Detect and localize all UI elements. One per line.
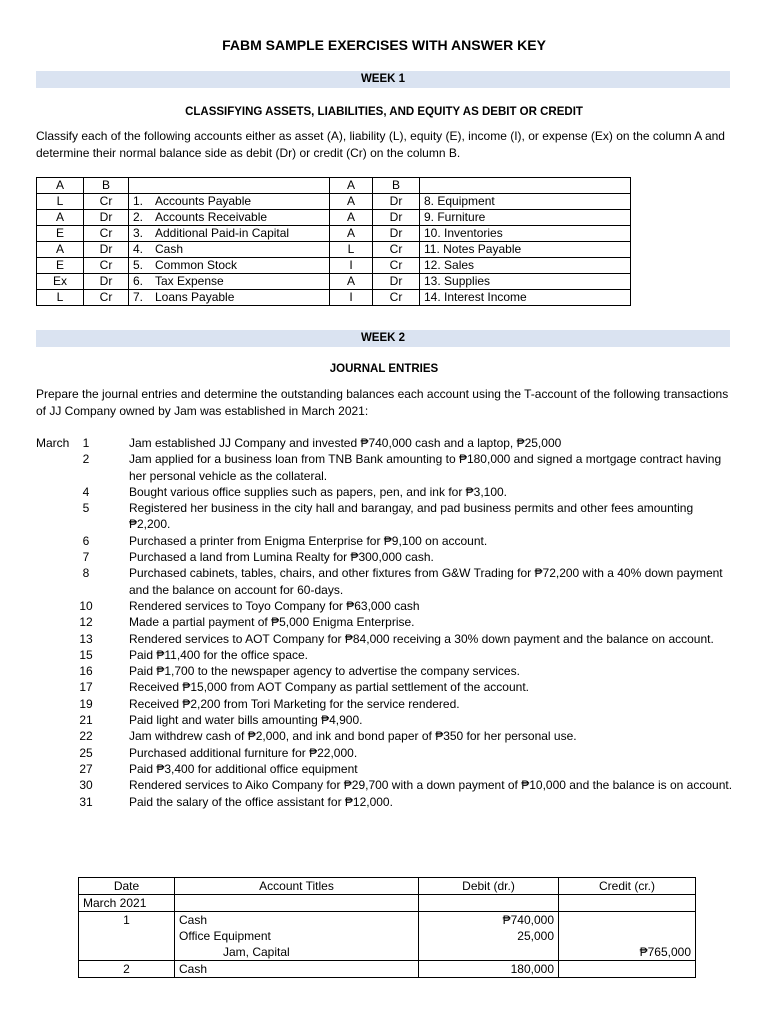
transaction-day: 15 bbox=[79, 647, 93, 662]
header-a: A bbox=[330, 178, 373, 194]
journal-credit bbox=[559, 928, 696, 944]
col-b-value: Dr bbox=[373, 194, 420, 210]
account-number: 6. bbox=[133, 274, 144, 288]
col-a-value: A bbox=[330, 274, 373, 290]
journal-day: 1 bbox=[79, 912, 175, 929]
account-cell bbox=[129, 242, 330, 258]
col-a-value: I bbox=[330, 290, 373, 306]
classification-row bbox=[37, 274, 631, 290]
transaction-day: 16 bbox=[79, 664, 93, 679]
transaction-text: Purchased cabinets, tables, chairs, and other fixtures from G&W Trading for ₱72,200 with a 40% down payment and the balance on account for 60-days. bbox=[129, 566, 723, 597]
col-b-value: Dr bbox=[84, 274, 129, 290]
journal-account-title: Cash bbox=[175, 961, 419, 978]
journal-header-debit: Debit (dr.) bbox=[419, 878, 559, 895]
account-cell bbox=[129, 274, 330, 290]
header-b: B bbox=[84, 178, 129, 194]
transaction-item bbox=[36, 696, 736, 712]
account-name: Accounts Receivable bbox=[155, 210, 268, 224]
col-a-value: A bbox=[330, 194, 373, 210]
col-b-value: Cr bbox=[84, 290, 129, 306]
transaction-text: Rendered services to Aiko Company for ₱29,700 with a down payment of ₱10,000 and the balance is on account. bbox=[129, 778, 733, 793]
col-b-value: Cr bbox=[84, 194, 129, 210]
journal-header-credit: Credit (cr.) bbox=[559, 878, 696, 895]
transaction-item bbox=[36, 663, 736, 679]
col-b-value: Dr bbox=[373, 210, 420, 226]
transaction-text: Rendered services to Toyo Company for ₱63,000 cash bbox=[129, 598, 420, 613]
classification-table bbox=[36, 177, 631, 306]
transaction-text: Registered her business in the city hall and barangay, and pad business permits and other fees amounting ₱2,200. bbox=[129, 501, 694, 532]
col-b-value: Dr bbox=[84, 210, 129, 226]
col-b-value: Cr bbox=[373, 290, 420, 306]
account-name: 11. Notes Payable bbox=[420, 242, 631, 258]
col-a-value: Ex bbox=[37, 274, 84, 290]
transaction-item bbox=[36, 500, 736, 533]
journal-account-title: Office Equipment bbox=[175, 928, 419, 944]
transaction-text: Purchased a land from Lumina Realty for ₱300,000 cash. bbox=[129, 550, 434, 565]
transaction-text: Jam applied for a business loan from TNB Bank amounting to ₱180,000 and signed a mortgage contract having her personal vehicle as the collateral. bbox=[129, 452, 722, 483]
transaction-item bbox=[36, 614, 736, 630]
transaction-day: 4 bbox=[82, 484, 90, 499]
header-b: B bbox=[373, 178, 420, 194]
classification-row bbox=[37, 226, 631, 242]
col-b-value: Cr bbox=[373, 258, 420, 274]
transaction-day: 19 bbox=[79, 696, 93, 711]
transaction-text: Bought various office supplies such as papers, pen, and ink for ₱3,100. bbox=[129, 484, 508, 499]
transaction-item bbox=[36, 533, 736, 549]
col-b-value: Cr bbox=[373, 242, 420, 258]
account-name: 9. Furniture bbox=[420, 210, 631, 226]
transaction-day: 21 bbox=[79, 713, 93, 728]
journal-line bbox=[79, 912, 696, 929]
transaction-text: Paid ₱3,400 for additional office equipment bbox=[129, 761, 358, 776]
transaction-day: 31 bbox=[79, 794, 93, 809]
classification-row bbox=[37, 194, 631, 210]
classification-row bbox=[37, 242, 631, 258]
transaction-text: Received ₱15,000 from AOT Company as partial settlement of the account. bbox=[129, 680, 529, 695]
account-number: 3. bbox=[133, 226, 144, 240]
transaction-text: Paid ₱11,400 for the office space. bbox=[129, 647, 309, 662]
journal-day bbox=[79, 928, 175, 944]
transaction-day: 1 bbox=[82, 436, 90, 450]
transaction-list bbox=[36, 435, 736, 810]
transaction-item bbox=[36, 728, 736, 744]
header-account bbox=[129, 178, 330, 194]
account-name: Accounts Payable bbox=[155, 194, 252, 208]
col-a-value: I bbox=[330, 258, 373, 274]
account-name: Cash bbox=[155, 242, 184, 256]
account-number: 4. bbox=[133, 242, 144, 256]
journal-header-row bbox=[79, 878, 696, 895]
col-b-value: Dr bbox=[84, 242, 129, 258]
journal-debit: 180,000 bbox=[419, 961, 559, 978]
transaction-text: Jam withdrew cash of ₱2,000, and ink and bond paper of ₱350 for her personal use. bbox=[129, 729, 577, 744]
account-name: 10. Inventories bbox=[420, 226, 631, 242]
transaction-month: March bbox=[36, 436, 70, 450]
account-name: Additional Paid-in Capital bbox=[155, 226, 290, 240]
transaction-text: Paid the salary of the office assistant for ₱12,000. bbox=[129, 794, 393, 809]
journal-line bbox=[79, 944, 696, 961]
journal-account-title: Cash bbox=[175, 912, 419, 929]
journal-credit bbox=[559, 961, 696, 978]
journal-line bbox=[79, 961, 696, 978]
col-a-value: A bbox=[330, 210, 373, 226]
journal-day bbox=[79, 944, 175, 961]
account-cell bbox=[129, 194, 330, 210]
transaction-text: Received ₱2,200 from Tori Marketing for the service rendered. bbox=[129, 696, 460, 711]
account-name: Tax Expense bbox=[155, 274, 224, 288]
journal-debit: 25,000 bbox=[419, 928, 559, 944]
account-number: 2. bbox=[133, 210, 144, 224]
transaction-day: 12 bbox=[79, 615, 93, 630]
page-title: FABM SAMPLE EXERCISES WITH ANSWER KEY bbox=[222, 37, 546, 53]
transaction-text: Paid ₱1,700 to the newspaper agency to advertise the company services. bbox=[129, 664, 520, 679]
transaction-day: 2 bbox=[82, 452, 90, 467]
col-a-value: L bbox=[37, 194, 84, 210]
transaction-day: 27 bbox=[79, 761, 93, 776]
transaction-text: Rendered services to AOT Company for ₱84,000 receiving a 30% down payment and the balance on account. bbox=[129, 631, 714, 646]
transaction-item bbox=[36, 435, 736, 451]
transaction-day: 22 bbox=[79, 729, 93, 744]
transaction-item bbox=[36, 777, 736, 793]
account-cell bbox=[129, 210, 330, 226]
transaction-day: 30 bbox=[79, 778, 93, 793]
transaction-item bbox=[36, 745, 736, 761]
transaction-text: Made a partial payment of ₱5,000 Enigma Enterprise. bbox=[129, 615, 415, 630]
transaction-item bbox=[36, 549, 736, 565]
week1-heading: CLASSIFYING ASSETS, LIABILITIES, AND EQUITY AS DEBIT OR CREDIT bbox=[185, 106, 583, 118]
journal-table bbox=[78, 877, 696, 978]
transaction-day: 8 bbox=[82, 566, 90, 581]
col-b-value: Cr bbox=[84, 258, 129, 274]
col-b-value: Dr bbox=[373, 274, 420, 290]
transaction-item bbox=[36, 679, 736, 695]
week1-instructions: Classify each of the following accounts either as asset (A), liability (L), equity (E), income (I), or expense (Ex) on the column A and determine their normal balance side as debit (Dr) or credit (Cr) on the column B. bbox=[36, 129, 725, 160]
col-a-value: E bbox=[37, 226, 84, 242]
journal-credit bbox=[559, 912, 696, 929]
col-a-value: A bbox=[330, 226, 373, 242]
journal-debit bbox=[419, 944, 559, 961]
transaction-item bbox=[36, 451, 736, 484]
transaction-text: Purchased a printer from Enigma Enterprise for ₱9,100 on account. bbox=[129, 533, 488, 548]
transaction-item bbox=[36, 484, 736, 500]
col-a-value: A bbox=[37, 242, 84, 258]
col-a-value: A bbox=[37, 210, 84, 226]
account-name: 14. Interest Income bbox=[420, 290, 631, 306]
week2-band: WEEK 2 bbox=[36, 330, 730, 347]
header-account bbox=[420, 178, 631, 194]
transaction-item bbox=[36, 712, 736, 728]
classification-row bbox=[37, 258, 631, 274]
transaction-item bbox=[36, 598, 736, 614]
journal-period: March 2021 bbox=[79, 895, 175, 912]
transaction-day: 10 bbox=[79, 598, 93, 613]
journal-header-date: Date bbox=[79, 878, 175, 895]
journal-account-title: Jam, Capital bbox=[175, 944, 419, 961]
transaction-text: Paid light and water bills amounting ₱4,900. bbox=[129, 713, 363, 728]
transaction-day: 5 bbox=[82, 501, 90, 516]
transaction-item bbox=[36, 794, 736, 810]
journal-header-titles: Account Titles bbox=[175, 878, 419, 895]
week2-heading: JOURNAL ENTRIES bbox=[329, 363, 439, 375]
account-name: Loans Payable bbox=[155, 290, 235, 304]
week2-instructions: Prepare the journal entries and determine the outstanding balances each account using the T-account of the following transactions of JJ Company owned by Jam was established in March 2021: bbox=[36, 387, 729, 418]
journal-credit: ₱765,000 bbox=[559, 944, 696, 961]
transaction-day: 6 bbox=[82, 533, 90, 548]
col-b-value: Cr bbox=[84, 226, 129, 242]
account-name: 12. Sales bbox=[420, 258, 631, 274]
col-a-value: L bbox=[37, 290, 84, 306]
account-cell bbox=[129, 258, 330, 274]
journal-period-row bbox=[79, 895, 696, 912]
transaction-day: 13 bbox=[79, 631, 93, 646]
transaction-text: Purchased additional furniture for ₱22,000. bbox=[129, 745, 358, 760]
journal-line bbox=[79, 928, 696, 944]
transaction-day: 17 bbox=[79, 680, 93, 695]
week1-band: WEEK 1 bbox=[36, 71, 730, 88]
account-name: Common Stock bbox=[155, 258, 238, 272]
journal-day: 2 bbox=[79, 961, 175, 978]
account-number: 1. bbox=[133, 194, 144, 208]
transaction-item bbox=[36, 631, 736, 647]
classification-row bbox=[37, 290, 631, 306]
transaction-item bbox=[36, 565, 736, 598]
col-a-value: L bbox=[330, 242, 373, 258]
transaction-day: 25 bbox=[79, 745, 93, 760]
classification-header-row bbox=[37, 178, 631, 194]
classification-row bbox=[37, 210, 631, 226]
account-cell bbox=[129, 290, 330, 306]
account-number: 7. bbox=[133, 290, 144, 304]
transaction-item bbox=[36, 647, 736, 663]
account-number: 5. bbox=[133, 258, 144, 272]
journal-debit: ₱740,000 bbox=[419, 912, 559, 929]
col-b-value: Dr bbox=[373, 226, 420, 242]
account-cell bbox=[129, 226, 330, 242]
account-name: 13. Supplies bbox=[420, 274, 631, 290]
transaction-item bbox=[36, 761, 736, 777]
transaction-day: 7 bbox=[82, 550, 90, 565]
header-a: A bbox=[37, 178, 84, 194]
col-a-value: E bbox=[37, 258, 84, 274]
account-name: 8. Equipment bbox=[420, 194, 631, 210]
transaction-text: Jam established JJ Company and invested ₱740,000 cash and a laptop, ₱25,000 bbox=[129, 436, 562, 450]
